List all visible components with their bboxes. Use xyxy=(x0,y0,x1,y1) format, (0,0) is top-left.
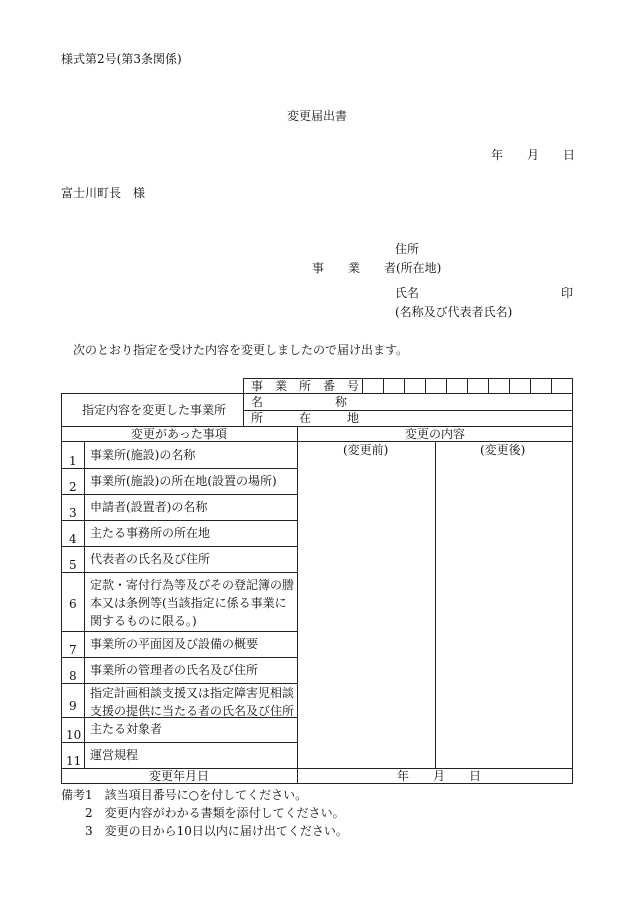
office-number-label-cell xyxy=(243,378,363,394)
item-text: 定款・寄付行為等及びその登記簿の謄本又は条例等(当該指定に係る事業に関するものに限る。) xyxy=(90,578,295,628)
item-number: 6 xyxy=(69,597,77,611)
date-line: 年 月 日 xyxy=(491,148,576,162)
before-label: (変更前) xyxy=(343,443,389,457)
item-text-cell xyxy=(84,441,298,469)
office-location-label: 所 在 地 xyxy=(251,411,360,425)
name-label: 氏名 xyxy=(395,286,420,300)
item-number-cell[interactable] xyxy=(61,572,85,632)
item-number: 2 xyxy=(69,480,77,494)
item-text: 代表者の氏名及び住所 xyxy=(90,552,211,566)
office-number-digit[interactable] xyxy=(425,378,447,394)
item-number-cell[interactable] xyxy=(61,441,85,469)
item-number: 9 xyxy=(69,699,77,713)
item-text-cell xyxy=(84,468,298,495)
office-number-digit[interactable] xyxy=(404,378,426,394)
change-date-value-cell[interactable] xyxy=(297,768,573,784)
item-number-cell[interactable] xyxy=(61,546,85,573)
office-label: 指定内容を変更した事業所 xyxy=(82,403,227,417)
office-number-digit[interactable] xyxy=(362,378,384,394)
item-number-cell[interactable] xyxy=(61,657,85,684)
before-change-cell[interactable] xyxy=(297,441,436,769)
office-name-label: 名 称 xyxy=(251,395,348,409)
seal-label: 印 xyxy=(561,286,574,300)
item-text: 申請者(設置者)の名称 xyxy=(90,500,208,514)
office-name-cell[interactable] xyxy=(243,393,573,411)
item-text: 事業所の管理者の氏名及び住所 xyxy=(90,663,259,677)
item-text-cell xyxy=(84,546,298,573)
note-2: 2 変更内容がわかる書類を添付してください。 xyxy=(85,806,345,820)
item-number: 8 xyxy=(69,669,77,683)
item-text: 事業所(施設)の所在地(設置の場所) xyxy=(90,474,277,488)
note-3: 3 変更の日から10日以内に届け出てください。 xyxy=(85,824,348,838)
item-text-cell xyxy=(84,683,298,718)
item-text-cell xyxy=(84,657,298,684)
item-text: 運営規程 xyxy=(90,748,139,762)
office-number-digit[interactable] xyxy=(383,378,405,394)
item-text-cell xyxy=(84,631,298,658)
after-change-cell[interactable] xyxy=(435,441,573,769)
item-text: 指定計画相談支援又は指定障害児相談支援の提供に当たる者の氏名及び住所 xyxy=(90,686,295,718)
item-number-cell[interactable] xyxy=(61,717,85,743)
office-number-digit[interactable] xyxy=(509,378,531,394)
change-date-label: 変更年月日 xyxy=(149,769,210,783)
item-number-cell[interactable] xyxy=(61,520,85,547)
item-number: 3 xyxy=(69,506,77,520)
office-location-cell[interactable] xyxy=(243,410,573,427)
office-number-label: 事 業 所 番 号 xyxy=(251,379,360,393)
office-number-digit[interactable] xyxy=(467,378,489,394)
change-content-header-cell xyxy=(297,426,573,442)
item-number: 10 xyxy=(66,728,82,742)
office-number-digit[interactable] xyxy=(446,378,468,394)
after-label: (変更後) xyxy=(480,443,526,457)
office-number-digit[interactable] xyxy=(530,378,552,394)
item-number-cell[interactable] xyxy=(61,631,85,658)
changed-items-header-cell xyxy=(61,426,298,442)
item-number: 7 xyxy=(69,643,77,657)
address-label: 住所 xyxy=(395,242,420,256)
item-number-cell[interactable] xyxy=(61,683,85,718)
item-text-cell xyxy=(84,520,298,547)
office-label-cell xyxy=(61,393,244,427)
item-number-cell[interactable] xyxy=(61,742,85,769)
change-content-header: 変更の内容 xyxy=(405,427,466,441)
item-text-cell xyxy=(84,572,298,632)
item-text-cell xyxy=(84,742,298,769)
document-title: 変更届出書 xyxy=(287,109,348,123)
business-label: 事 業 者(所在地) xyxy=(312,261,442,275)
changed-items-header: 変更があった事項 xyxy=(131,427,227,441)
office-number-digit[interactable] xyxy=(551,378,573,394)
office-number-digit[interactable] xyxy=(488,378,510,394)
item-text: 主たる対象者 xyxy=(90,722,163,736)
item-number: 5 xyxy=(69,558,77,572)
change-date-value: 年 月 日 xyxy=(397,769,482,783)
item-number-cell[interactable] xyxy=(61,494,85,521)
item-number: 1 xyxy=(69,454,77,468)
item-number-cell[interactable] xyxy=(61,468,85,495)
note-1: 備考1 該当項目番号に○を付してください。 xyxy=(61,788,308,802)
item-number: 4 xyxy=(69,532,77,546)
item-text: 事業所(施設)の名称 xyxy=(90,448,196,462)
intro-text: 次のとおり指定を受けた内容を変更しましたので届け出ます。 xyxy=(73,343,409,357)
change-date-label-cell xyxy=(61,768,298,784)
item-number: 11 xyxy=(66,754,82,768)
item-text-cell xyxy=(84,717,298,743)
item-text: 事業所の平面図及び設備の概要 xyxy=(90,637,259,651)
item-text: 主たる事務所の所在地 xyxy=(90,526,211,540)
addressee: 富士川町長 様 xyxy=(61,186,146,200)
name-sub-label: (名称及び代表者氏名) xyxy=(395,305,513,319)
item-text-cell xyxy=(84,494,298,521)
form-number: 様式第2号(第3条関係) xyxy=(61,52,182,66)
